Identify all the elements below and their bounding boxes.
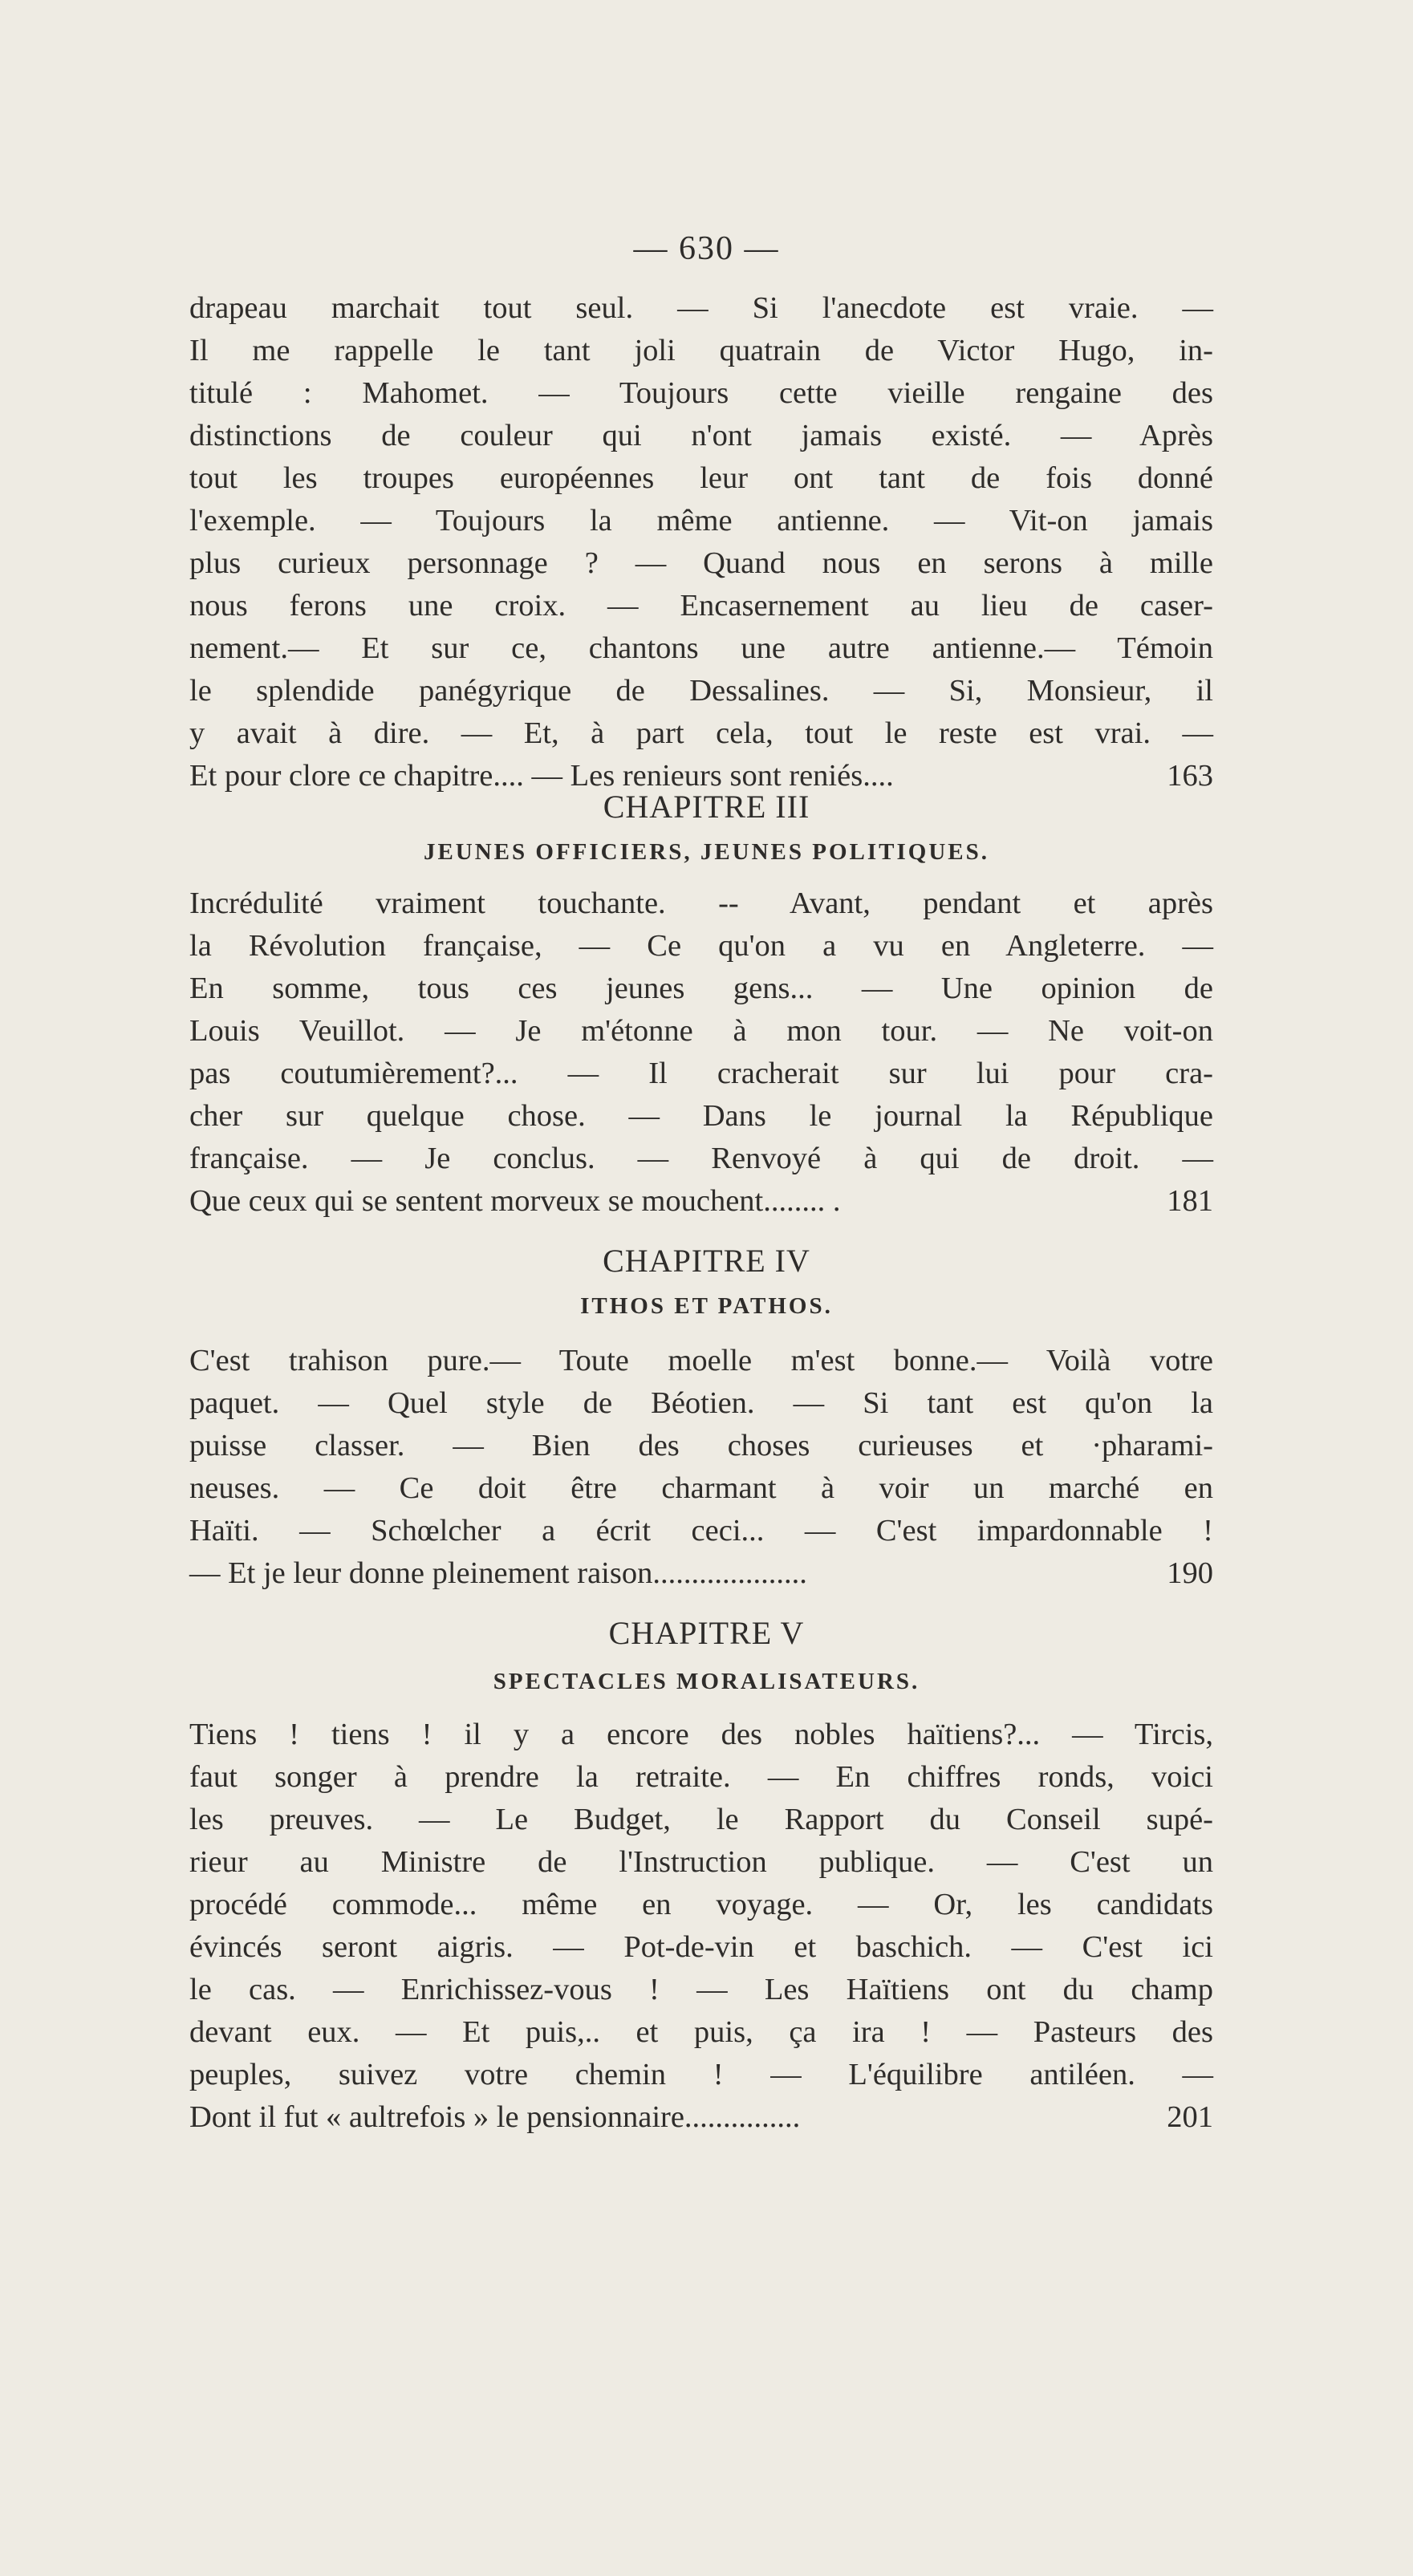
entry-line: paquet. — Quel style de Béotien. — Si tant est qu'on la <box>189 1386 1213 1420</box>
entry-line: devant eux. — Et puis,.. et puis, ça ira ! — Pasteurs des <box>189 2015 1213 2049</box>
toc-entry-continuation <box>189 287 1213 797</box>
entry-last-line <box>189 1552 1213 1595</box>
entry-line: Tiens ! tiens ! il y a encore des nobles haïtiens?... — Tircis, <box>189 1718 1213 1751</box>
entry-line: les preuves. — Le Budget, le Rapport du Conseil supé- <box>189 1803 1213 1836</box>
entry-line: C'est trahison pure.— Toute moelle m'est bonne.— Voilà votre <box>189 1344 1213 1377</box>
toc-entry-chapter-4 <box>189 1340 1213 1595</box>
entry-line: Louis Veuillot. — Je m'étonne à mon tour. — Ne voit-on <box>189 1014 1213 1048</box>
entry-line: neuses. — Ce doit être charmant à voir un marché en <box>189 1471 1213 1505</box>
entry-line: drapeau marchait tout seul. — Si l'anecdote est vraie. — <box>189 291 1213 325</box>
entry-line: Et pour clore ce chapitre.... — Les renieurs sont reniés.... <box>189 759 894 793</box>
page-reference: 181 <box>1167 1184 1213 1218</box>
chapter-heading: CHAPITRE V <box>608 1615 805 1651</box>
chapter-heading: CHAPITRE IV <box>603 1243 810 1279</box>
entry-line: cher sur quelque chose. — Dans le journal la République <box>189 1099 1213 1133</box>
chapter-subtitle: ITHOS ET PATHOS. <box>580 1293 833 1319</box>
entry-line: puisse classer. — Bien des choses curieuses et ·pharami- <box>189 1429 1213 1462</box>
entry-line: Dont il fut « aultrefois » le pensionnaire............... <box>189 2100 801 2134</box>
page-number: — 630 — <box>633 230 780 267</box>
entry-line: Il me rappelle le tant joli quatrain de Victor Hugo, in- <box>189 334 1213 367</box>
entry-line: En somme, tous ces jeunes gens... — Une opinion de <box>189 972 1213 1005</box>
entry-line: distinctions de couleur qui n'ont jamais existé. — Après <box>189 419 1213 452</box>
page-reference: 201 <box>1167 2100 1213 2134</box>
entry-line: Incrédulité vraiment touchante. -- Avant, pendant et après <box>189 886 1213 920</box>
entry-line: évincés seront aigris. — Pot-de-vin et baschich. — C'est ici <box>189 1930 1213 1964</box>
entry-line: Que ceux qui se sentent morveux se mouchent........ . <box>189 1184 841 1218</box>
toc-entry-chapter-5 <box>189 1714 1213 2139</box>
entry-line: le cas. — Enrichissez-vous ! — Les Haïtiens ont du champ <box>189 1973 1213 2006</box>
page-reference: 163 <box>1167 759 1213 793</box>
entry-line: Haïti. — Schœlcher a écrit ceci... — C'est impardonnable ! <box>189 1514 1213 1548</box>
entry-last-line <box>189 2096 1213 2139</box>
entry-line: pas coutumièrement?... — Il cracherait sur lui pour cra- <box>189 1057 1213 1090</box>
chapter-subtitle: SPECTACLES MORALISATEURS. <box>493 1669 920 1694</box>
entry-line: la Révolution française, — Ce qu'on a vu en Angleterre. — <box>189 929 1213 963</box>
entry-line: l'exemple. — Toujours la même antienne. — Vit-on jamais <box>189 504 1213 538</box>
entry-line: le splendide panégyrique de Dessalines. — Si, Monsieur, il <box>189 674 1213 708</box>
page-reference: 190 <box>1167 1556 1213 1590</box>
entry-line: peuples, suivez votre chemin ! — L'équilibre antiléen. — <box>189 2058 1213 2091</box>
entry-line: procédé commode... même en voyage. — Or, les candidats <box>189 1888 1213 1921</box>
toc-entry-chapter-3 <box>189 882 1213 1223</box>
entry-line: rieur au Ministre de l'Instruction publique. — C'est un <box>189 1845 1213 1879</box>
chapter-subtitle: JEUNES OFFICIERS, JEUNES POLITIQUES. <box>423 839 990 865</box>
entry-line: nement.— Et sur ce, chantons une autre antienne.— Témoin <box>189 631 1213 665</box>
entry-line: tout les troupes européennes leur ont tant de fois donné <box>189 461 1213 495</box>
entry-line: française. — Je conclus. — Renvoyé à qui de droit. — <box>189 1142 1213 1175</box>
entry-last-line <box>189 1180 1213 1223</box>
entry-line: titulé : Mahomet. — Toujours cette vieille rengaine des <box>189 376 1213 410</box>
entry-line: plus curieux personnage ? — Quand nous en serons à mille <box>189 546 1213 580</box>
entry-line: y avait à dire. — Et, à part cela, tout le reste est vrai. — <box>189 716 1213 750</box>
entry-line: faut songer à prendre la retraite. — En chiffres ronds, voici <box>189 1760 1213 1794</box>
entry-line: nous ferons une croix. — Encasernement au lieu de caser- <box>189 589 1213 623</box>
entry-line: — Et je leur donne pleinement raison.................... <box>189 1556 807 1590</box>
chapter-heading: CHAPITRE III <box>603 789 810 825</box>
